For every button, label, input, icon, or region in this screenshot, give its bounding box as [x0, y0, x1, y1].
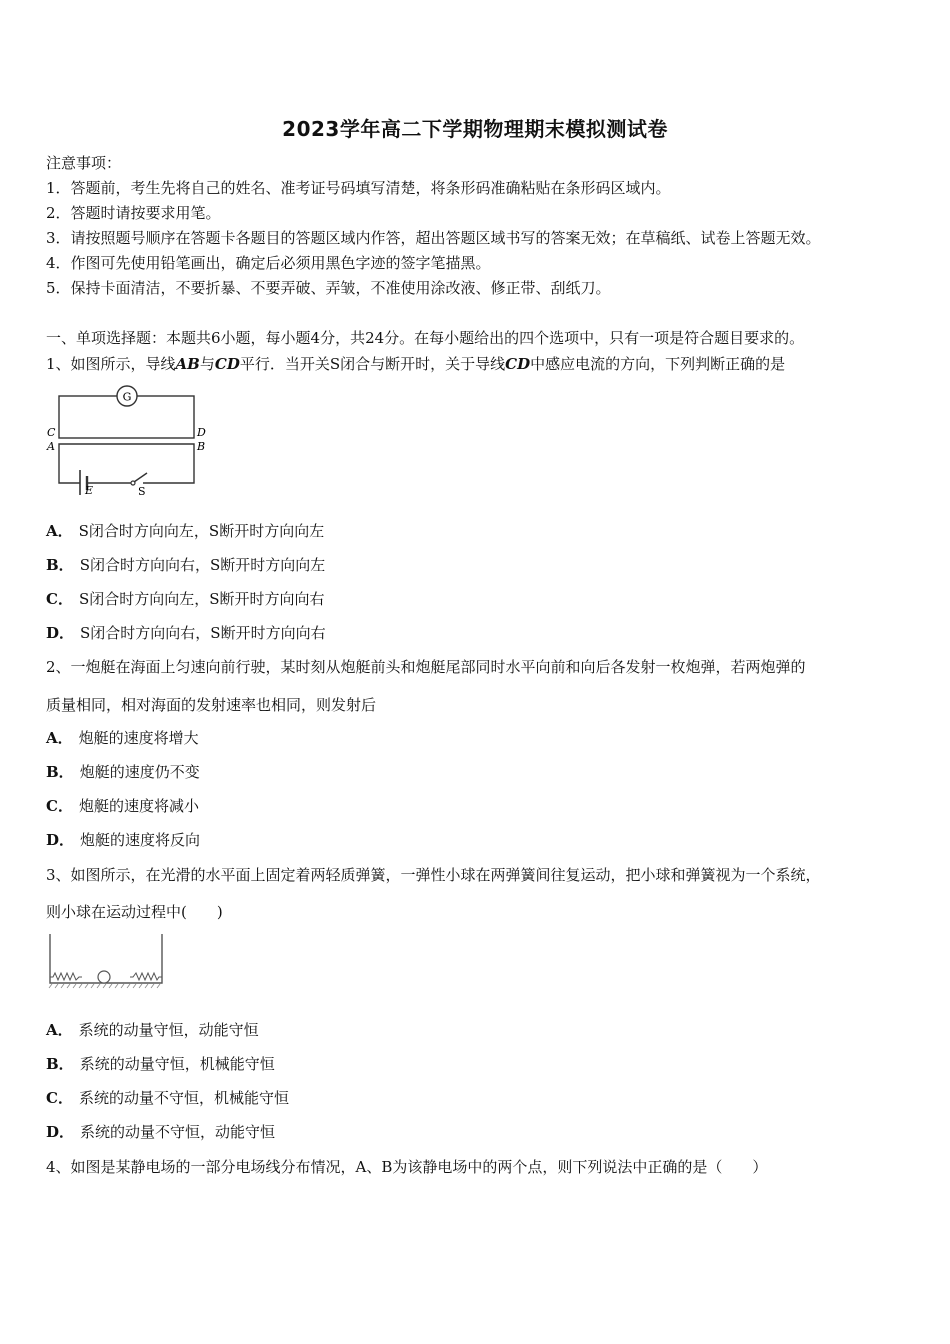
q2-option-c: C． 炮艇的速度将减小 — [46, 797, 199, 815]
q3-option-d: D． 系统的动量不守恒，动能守恒 — [46, 1123, 276, 1141]
q3-option-a: A． 系统的动量守恒，动能守恒 — [46, 1021, 259, 1039]
spring-ball-figure — [44, 930, 169, 992]
q2-option-b: B． 炮艇的速度仍不变 — [46, 763, 200, 781]
notice-heading: 注意事项： — [46, 154, 122, 172]
figure-label-b: B — [197, 440, 206, 453]
q2-option-d: D． 炮艇的速度将反向 — [46, 831, 201, 849]
question-4-stem: 4、如图是某静电场的一部分电场线分布情况，A、B为该静电场中的两个点，则下列说法中正确的是（ ） — [46, 1158, 768, 1176]
question-1-stem: 1、如图所示，导线AB与CD平行．当开关S闭合与断开时，关于导线CD中感应电流的方向，下列判断正确的是 — [46, 355, 786, 373]
figure-label-c: C — [47, 426, 56, 439]
circuit-figure — [44, 380, 219, 500]
q3-option-b: B． 系统的动量守恒，机械能守恒 — [46, 1055, 275, 1073]
notice-item-5: 5．保持卡面清洁，不要折暴、不要弄破、弄皱，不准使用涂改液、修正带、刮纸刀。 — [46, 279, 611, 297]
figure-label-s: S — [138, 485, 146, 498]
q3-option-c: C． 系统的动量不守恒，机械能守恒 — [46, 1089, 289, 1107]
figure-label-d: D — [197, 426, 206, 439]
notice-item-2: 2．答题时请按要求用笔。 — [46, 204, 221, 222]
q1-option-b: B． S闭合时方向向右，S断开时方向向左 — [46, 556, 326, 574]
q2-option-a: A． 炮艇的速度将增大 — [46, 729, 199, 747]
notice-item-1: 1．答题前，考生先将自己的姓名、准考证号码填写清楚，将条形码准确粘贴在条形码区域内。 — [46, 179, 671, 197]
section-heading: 一、单项选择题：本题共6小题，每小题4分，共24分。在每小题给出的四个选项中，只有一项是符合题目要求的。 — [46, 329, 805, 347]
notice-item-4: 4．作图可先使用铅笔画出，确定后必须用黑色字迹的签字笔描黑。 — [46, 254, 491, 272]
question-2-stem-line1: 2、一炮艇在海面上匀速向前行驶，某时刻从炮艇前头和炮艇尾部同时水平向前和向后各发射一枚炮弹，若两炮弹的 — [46, 658, 806, 676]
ball-icon — [98, 971, 110, 983]
figure-label-g: G — [122, 390, 132, 404]
question-2-stem-line2: 质量相同，相对海面的发射速率也相同，则发射后 — [46, 696, 377, 714]
q1-option-a: A． S闭合时方向向左，S断开时方向向左 — [46, 522, 325, 540]
q1-option-c: C． S闭合时方向向左，S断开时方向向右 — [46, 590, 325, 608]
q1-option-d: D． S闭合时方向向右，S断开时方向向右 — [46, 624, 326, 642]
figure-label-e: E — [85, 484, 94, 497]
figure-label-a: A — [47, 440, 55, 453]
question-3-stem-line2: 则小球在运动过程中( ) — [46, 903, 223, 921]
right-spring-icon — [130, 973, 162, 980]
notice-item-3: 3．请按照题号顺序在答题卡各题目的答题区域内作答，超出答题区域书写的答案无效；在草稿纸、试卷上答题无效。 — [46, 229, 821, 247]
question-3-stem-line1: 3、如图所示，在光滑的水平面上固定着两轻质弹簧，一弹性小球在两弹簧间往复运动，把小球和弹簧视为一个系统， — [46, 866, 821, 884]
page-title: 2023学年高二下学期物理期末模拟测试卷 — [282, 117, 668, 141]
left-spring-icon — [50, 973, 82, 980]
